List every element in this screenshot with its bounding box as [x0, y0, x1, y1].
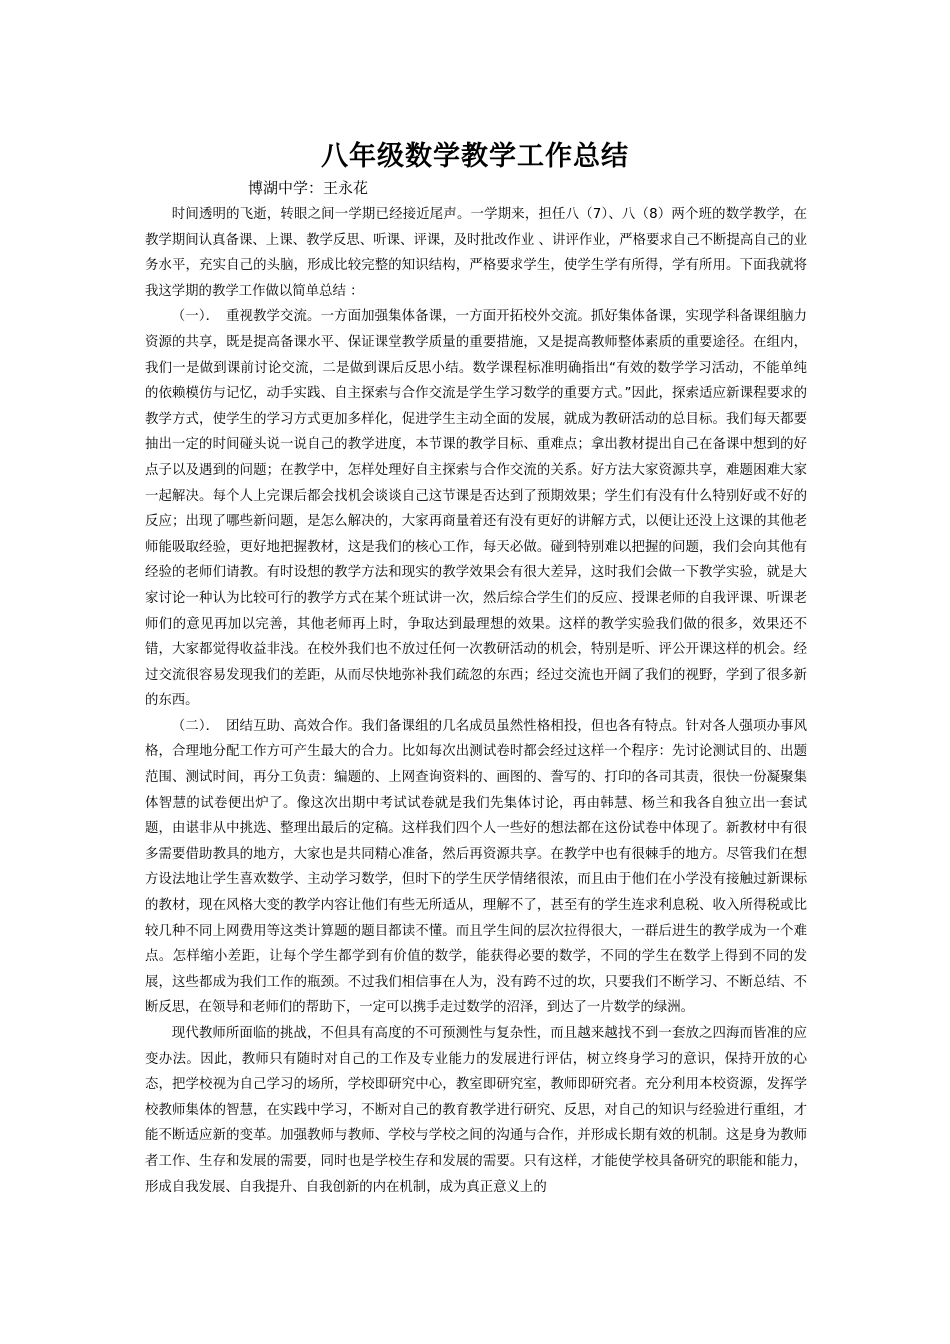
paragraph-intro: 时间透明的飞逝，转眼之间一学期已经接近尾声。一学期来，担任八（7）、八（8）两个班的数学教学，在教学期间认真备课、上课、教学反思、听课、评课，及时批改作业 、讲评作业，严格要求自己不断提高自己的业务水平，充实自己的头脑，形成比较完整的知识结构，严格要求学生，使学生学有所得，学有所用。下面我就将我这学期的教学工作做以简单总结 ：: [145, 207, 807, 299]
paragraph-conclusion: 现代教师所面临的挑战，不但具有高度的不可预测性与复杂性，而且越来越找不到一套放之四海而皆准的应变办法。因此，教师只有随时对自己的工作及专业能力的发展进行评估，树立终身学习的意识，保持开放的心态，把学校视为自己学习的场所，学校即研究中心，教室即研究室，教师即研究者。充分利用本校资源，发挥学校教师集体的智慧，在实践中学习，不断对自己的教育教学进行研究、反思，对自己的知识与经验进行重组，才能不断适应新的变革。加强教师与教师、学校与学校之间的沟通与合作，并形成长期有效的机制。这是身为教师者工作、生存和发展的需要，同时也是学校生存和发展的需要。只有这样，才能使学校具备研究的职能和能力，形成自我发展、自我提升、自我创新的内在机制，成为真正意义上的: [145, 1026, 807, 1195]
document-title: 八年级数学教学工作总结: [321, 141, 629, 172]
document-body: [145, 202, 807, 1200]
paragraph-section-2: （二）． 团结互助、高效合作。我们备课组的几名成员虽然性格相投，但也各有特点。针对各人强项办事风格，合理地分配工作方可产生最大的合力。比如每次出测试卷时都会经过这样一个程序：先讨论测试目的、出题范围、测试时间，再分工负责：编题的、上网查询资料的、画图的、誊写的、打印的各司其责，很快一份凝聚集体智慧的试卷便出炉了。像这次出期中考试试卷就是我们先集体讨论，再由韩慧、杨兰和我各自独立出一套试题，由谌非从中挑选、整理出最后的定稿。这样我们四个人一些好的想法都在这份试卷中体现了。新教材中有很多需要借助教具的地方，大家也是共同精心准备，然后再资源共享。在教学中也有很棘手的地方。尽管我们在想方设法地让学生喜欢数学、主动学习数学，但时下的学生厌学情绪很浓，而且由于他们在小学没有接触过新课标的教材，现在风格大变的教学内容让他们有些无所适从，理解不了，甚至有的学生连求利息税、收入所得税或比较几种不同上网费用等这类计算题的题目都读不懂。而且学生间的层次拉得很大，一群后进生的教学成为一个难点。怎样缩小差距，让每个学生都学到有价值的数学，能获得必要的数学，不同的学生在数学上得到不同的发展，这些都成为我们工作的瓶颈。不过我们相信事在人为，没有跨不过的坎，只要我们不断学习、不断总结、不断反思，在领导和老师们的帮助下，一定可以携手走过数学的沼泽，到达了一片数学的绿洲。: [145, 718, 807, 1016]
paragraph-section-1: （一）． 重视教学交流。一方面加强集体备课，一方面开拓校外交流。抓好集体备课，实现学科备课组脑力资源的共享，既是提高备课水平、保证课堂教学质量的重要措施，又是提高教师整体素质的重要途径。在组内，我们一是做到课前讨论交流，二是做到课后反思小结。数学课程标准明确指出“有效的数学学习活动，不能单纯的依赖模仿与记忆，动手实践、自主探索与合作交流是学生学习数学的重要方式。”因此，探索适应新课程要求的教学方式，使学生的学习方式更加多样化，促进学生主动全面的发展，就成为教研活动的总目标。我们每天都要抽出一定的时间碰头说一说自己的教学进度，本节课的教学目标、重难点；拿出教材提出自己在备课中想到的好点子以及遇到的问题；在教学中，怎样处理好自主探索与合作交流的关系。好方法大家资源共享，难题困难大家一起解决。每个人上完课后都会找机会谈谈自己这节课是否达到了预期效果；学生们有没有什么特别好或不好的反应；出现了哪些新问题，是怎么解决的，大家再商量着还有没有更好的讲解方式，以便让还没上这课的其他老师能吸取经验，更好地把握教材，这是我们的核心工作，每天必做。碰到特别难以把握的问题，我们会向其他有经验的老师们请教。有时设想的教学方法和现实的教学效果会有很大差异，这时我们会做一下教学实验，就是大家讨论一种认为比较可行的教学方式在某个班试讲一次，然后综合学生们的反应、授课老师的自我评课、听课老师们的意见再加以完善，其他老师再上时，争取达到最理想的效果。这样的教学实验我们做的很多，效果还不错，大家都觉得收益非浅。在校外我们也不放过任何一次教研活动的机会，特别是听、评公开课这样的机会。经过交流很容易发现我们的差距，从而尽快地弥补我们疏忽的东西；经过交流也开阔了我们的视野，学到了很多新的东西。: [145, 309, 807, 709]
author-line: 博湖中学：王永花: [248, 179, 369, 197]
